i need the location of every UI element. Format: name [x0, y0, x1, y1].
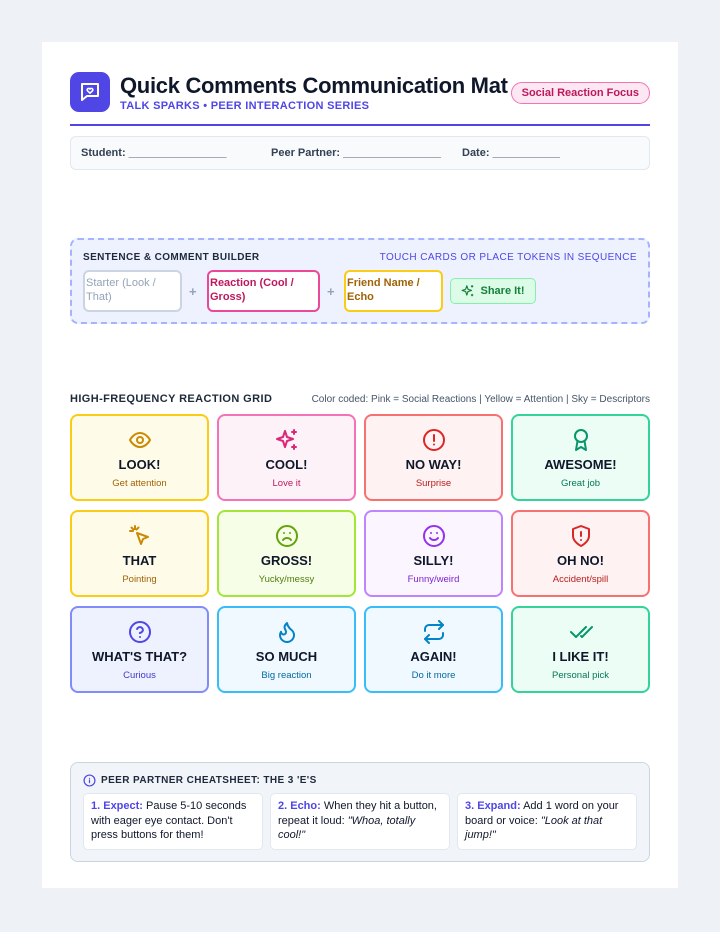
tip-heading: 3. Expand:	[465, 800, 521, 812]
reaction-card-oh-no[interactable]	[511, 510, 650, 597]
frown-icon	[219, 524, 354, 548]
reaction-card-that[interactable]	[70, 510, 209, 597]
card-label: COOL!	[265, 457, 308, 472]
sparkles-icon	[461, 284, 475, 298]
card-label: SILLY!	[413, 553, 454, 568]
sparkles-icon	[219, 428, 354, 452]
chat-heart-icon	[70, 72, 110, 112]
tip-body: When they hit a button, repeat it loud:	[278, 800, 437, 827]
tip-echo	[270, 793, 450, 850]
reaction-card-again[interactable]	[364, 606, 503, 693]
info-icon	[83, 774, 96, 787]
card-caption: Curious	[123, 670, 156, 681]
tip-heading: 1. Expect:	[91, 800, 143, 812]
reaction-card-cool[interactable]	[217, 414, 356, 501]
date-field[interactable]: Date: ___________	[462, 147, 560, 159]
card-caption: Surprise	[415, 478, 452, 489]
pointer-icon	[72, 524, 207, 548]
grid-legend: Color coded: Pink = Social Reactions | Yellow = Attention | Sky = Descriptors	[311, 394, 650, 405]
tip-quote: "Look at that jump!"	[465, 814, 603, 841]
tip-expect	[83, 793, 263, 850]
tip-quote: "Whoa, totally cool!"	[278, 814, 416, 841]
tip-body: Pause 5-10 seconds with eager eye contact. Don't press buttons for them!	[91, 800, 247, 841]
card-caption: Pointing	[122, 574, 157, 585]
student-field[interactable]: Student: ________________	[81, 147, 227, 159]
header	[70, 72, 650, 126]
plus-sign: +	[327, 284, 335, 299]
peer-partner-cheatsheet	[70, 762, 650, 862]
card-caption: Great job	[560, 478, 601, 489]
reaction-card-awesome[interactable]	[511, 414, 650, 501]
smile-icon	[366, 524, 501, 548]
alert-circle-icon	[366, 428, 501, 452]
card-caption: Personal pick	[551, 670, 610, 681]
card-label: AWESOME!	[544, 457, 617, 472]
peer-partner-field[interactable]: Peer Partner: ________________	[271, 147, 442, 159]
card-label: THAT	[122, 553, 157, 568]
eye-icon	[72, 428, 207, 452]
builder-title: SENTENCE & COMMENT BUILDER	[83, 252, 260, 263]
reaction-slot[interactable]: Reaction (Cool / Gross)	[207, 270, 320, 312]
reaction-card-look[interactable]	[70, 414, 209, 501]
card-label: OH NO!	[557, 553, 604, 568]
card-caption: Accident/spill	[552, 574, 609, 585]
info-bar	[70, 136, 650, 170]
repeat-icon	[366, 620, 501, 644]
starter-slot[interactable]: Starter (Look / That)	[83, 270, 182, 312]
card-label: WHAT'S THAT?	[91, 649, 188, 664]
page-title: Quick Comments Communication Mat	[120, 73, 508, 98]
card-caption: Big reaction	[261, 670, 312, 681]
shield-alert-icon	[513, 524, 648, 548]
focus-badge: Social Reaction Focus	[511, 82, 650, 104]
share-label: Share It!	[480, 285, 525, 297]
flame-icon	[219, 620, 354, 644]
friend-name-slot[interactable]: Friend Name / Echo	[344, 270, 443, 312]
reaction-card-gross[interactable]	[217, 510, 356, 597]
series-subtitle: TALK SPARKS • PEER INTERACTION SERIES	[120, 100, 370, 112]
card-caption: Get attention	[112, 478, 167, 489]
card-caption: Do it more	[411, 670, 456, 681]
tip-body: Add 1 word on your board or voice:	[465, 800, 619, 827]
card-caption: Funny/weird	[407, 574, 460, 585]
share-button[interactable]	[450, 278, 536, 304]
card-label: NO WAY!	[405, 457, 462, 472]
plus-sign: +	[189, 284, 197, 299]
communication-mat	[42, 42, 678, 888]
reaction-card-so-much[interactable]	[217, 606, 356, 693]
card-label: AGAIN!	[410, 649, 457, 664]
grid-title: HIGH-FREQUENCY REACTION GRID	[70, 393, 273, 405]
card-label: GROSS!	[260, 553, 313, 568]
tip-heading: 2. Echo:	[278, 800, 321, 812]
card-label: SO MUCH	[255, 649, 318, 664]
card-label: I LIKE IT!	[552, 649, 609, 664]
header-divider	[70, 124, 650, 126]
card-label: LOOK!	[118, 457, 161, 472]
card-caption: Yucky/messy	[258, 574, 315, 585]
sentence-builder	[70, 238, 650, 324]
builder-hint: TOUCH CARDS OR PLACE TOKENS IN SEQUENCE	[379, 252, 637, 263]
question-icon	[72, 620, 207, 644]
tip-expand	[457, 793, 637, 850]
reaction-card-no-way[interactable]	[364, 414, 503, 501]
reaction-card-whats-that[interactable]	[70, 606, 209, 693]
reaction-card-i-like-it[interactable]	[511, 606, 650, 693]
reaction-card-silly[interactable]	[364, 510, 503, 597]
award-icon	[513, 428, 648, 452]
card-caption: Love it	[272, 478, 301, 489]
double-check-icon	[513, 620, 648, 644]
cheatsheet-title: PEER PARTNER CHEATSHEET: THE 3 'E'S	[101, 775, 317, 786]
